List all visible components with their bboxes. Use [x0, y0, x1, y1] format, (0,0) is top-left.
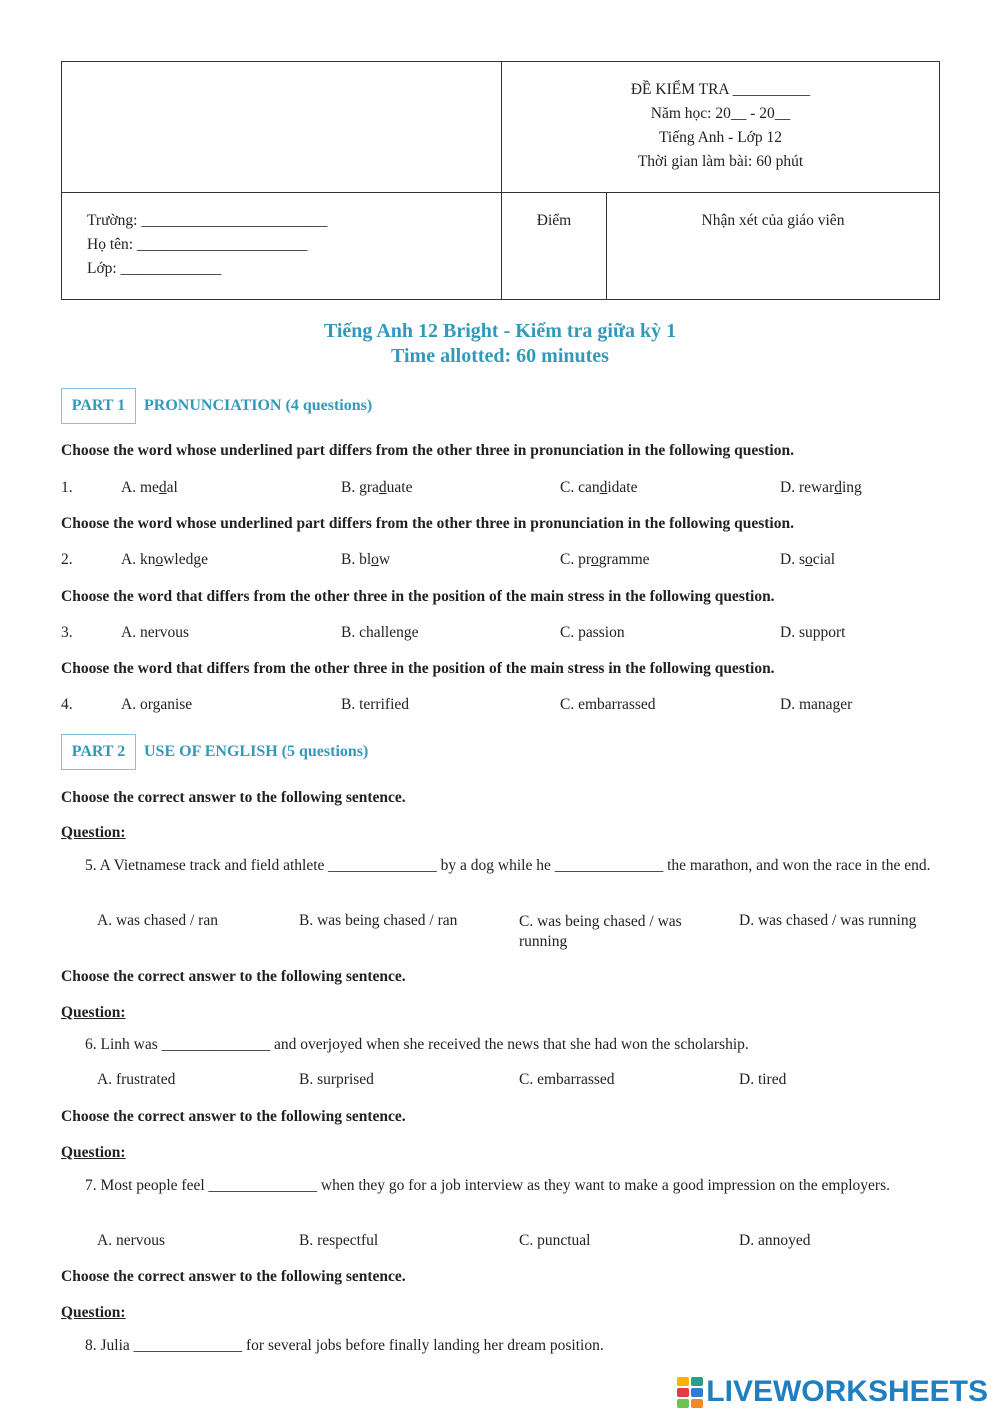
q7-option-c[interactable]: C. punctual: [519, 1232, 591, 1249]
q5-option-d[interactable]: D. was chased / was running: [739, 912, 917, 929]
q2-option-c[interactable]: C. programme: [560, 551, 650, 568]
q3-number: 3.: [61, 624, 73, 641]
q1-option-d[interactable]: D. rewarding: [780, 479, 862, 496]
q8-label: Question:: [61, 1304, 126, 1321]
q7-instruction: Choose the correct answer to the following sentence.: [61, 1108, 406, 1125]
q2-option-d[interactable]: D. social: [780, 551, 836, 568]
student-info-cell: [62, 193, 502, 300]
q5-option-b[interactable]: B. was being chased / ran: [299, 912, 458, 929]
q5-label: Question:: [61, 824, 126, 841]
q7-label: Question:: [61, 1144, 126, 1161]
q7-text: 7. Most people feel ______________ when they go for a job interview as they want to make a good impression on the employers.: [85, 1177, 890, 1194]
q2-option-b[interactable]: B. blow: [341, 551, 391, 568]
page-title: Tiếng Anh 12 Bright - Kiểm tra giữa kỳ 1: [323, 320, 677, 342]
q4-option-a[interactable]: A. organise: [121, 696, 193, 713]
q6-option-a[interactable]: A. frustrated: [97, 1071, 176, 1088]
q8-text: 8. Julia ______________ for several jobs before finally landing her dream position.: [85, 1337, 604, 1354]
q2-instruction: Choose the word whose underlined part differs from the other three in pronunciation in the following question.: [61, 515, 794, 532]
name-field[interactable]: Họ tên: ______________________: [87, 236, 308, 253]
part1-title: PRONUNCIATION (4 questions): [144, 397, 373, 414]
q2-option-a[interactable]: A. knowledge: [121, 551, 208, 568]
q4-number: 4.: [61, 696, 73, 713]
q3-option-d[interactable]: D. support: [780, 624, 846, 641]
q4-instruction: Choose the word that differs from the other three in the position of the main stress in the following question.: [61, 660, 775, 677]
header-exam-cell: [502, 62, 940, 193]
school-field[interactable]: Trường: ________________________: [87, 212, 328, 229]
q5-instruction: Choose the correct answer to the following sentence.: [61, 789, 406, 806]
logo-text: LIVEWORKSHEETS: [706, 1375, 988, 1408]
q5-option-a[interactable]: A. was chased / ran: [97, 912, 218, 929]
q4-option-c[interactable]: C. embarrassed: [560, 696, 656, 713]
q4-option-d[interactable]: D. manager: [780, 696, 853, 713]
duration-line: Thời gian làm bài: 60 phút: [637, 153, 804, 170]
comment-label: Nhận xét của giáo viên: [701, 212, 845, 229]
q1-instruction: Choose the word whose underlined part differs from the other three in pronunciation in the following question.: [61, 442, 794, 459]
header-logo-cell: [62, 62, 502, 193]
part1-badge: PART 1: [61, 388, 136, 424]
q6-label: Question:: [61, 1004, 126, 1021]
q6-text: 6. Linh was ______________ and overjoyed when she received the news that she had won the scholarship.: [85, 1036, 749, 1053]
q1-option-c[interactable]: C. candidate: [560, 479, 638, 496]
header-table: [61, 61, 940, 300]
score-label: Điểm: [536, 212, 572, 229]
time-allotted: Time allotted: 60 minutes: [391, 345, 609, 367]
q3-option-a[interactable]: A. nervous: [121, 624, 190, 641]
q7-option-a[interactable]: A. nervous: [97, 1232, 166, 1249]
liveworksheets-logo: [677, 1375, 988, 1409]
exam-title: ĐỀ KIỂM TRA __________: [630, 81, 811, 98]
part2-badge: PART 2: [61, 734, 136, 770]
q4-option-b[interactable]: B. terrified: [341, 696, 410, 713]
q5-option-c[interactable]: C. was being chased / was running: [519, 913, 682, 950]
subject-line: Tiếng Anh - Lớp 12: [658, 129, 783, 146]
q6-option-c[interactable]: C. embarrassed: [519, 1071, 615, 1088]
q5-text: 5. A Vietnamese track and field athlete ______________ by a dog while he ______________ the marathon, and won the race in the end.: [85, 857, 931, 874]
q7-option-b[interactable]: B. respectful: [299, 1232, 379, 1249]
q8-instruction: Choose the correct answer to the following sentence.: [61, 1268, 406, 1285]
score-cell: [502, 193, 607, 300]
q2-number: 2.: [61, 551, 73, 568]
logo-blocks-icon: [677, 1377, 703, 1408]
q3-instruction: Choose the word that differs from the other three in the position of the main stress in the following question.: [61, 588, 775, 605]
q1-option-b[interactable]: B. graduate: [341, 479, 413, 496]
school-year: Năm học: 20__ - 20__: [650, 105, 791, 122]
q3-option-c[interactable]: C. passion: [560, 624, 625, 641]
class-field[interactable]: Lớp: _____________: [87, 260, 222, 277]
q3-option-b[interactable]: B. challenge: [341, 624, 419, 641]
q6-instruction: Choose the correct answer to the following sentence.: [61, 968, 406, 985]
q1-option-a[interactable]: A. medal: [121, 479, 178, 496]
q6-option-b[interactable]: B. surprised: [299, 1071, 374, 1088]
q7-option-d[interactable]: D. annoyed: [739, 1232, 811, 1249]
q6-option-d[interactable]: D. tired: [739, 1071, 787, 1088]
part2-title: USE OF ENGLISH (5 questions): [144, 743, 369, 760]
comment-cell: [607, 193, 940, 300]
q1-number: 1.: [61, 479, 73, 496]
